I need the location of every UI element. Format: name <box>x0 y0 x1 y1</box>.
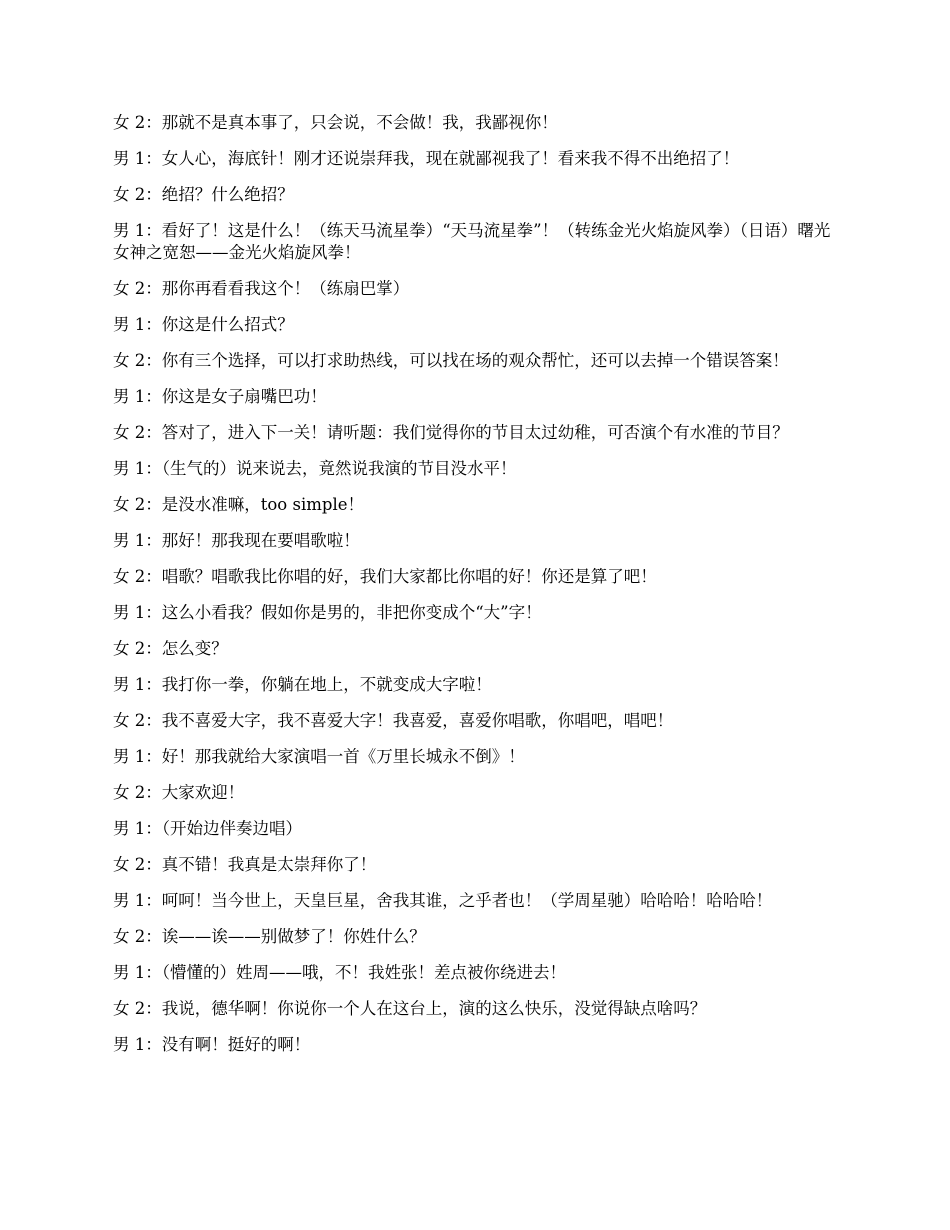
dialogue-line: 女 2：绝招？什么绝招？ <box>113 185 294 204</box>
dialogue-line: 女 2：那就不是真本事了，只会说，不会做！我，我鄙视你！ <box>113 113 558 132</box>
dialogue-line: 女 2：你有三个选择，可以打求助热线，可以找在场的观众帮忙，还可以去掉一个错误答案！ <box>113 351 789 370</box>
dialogue-line: 女 2：那你再看看我这个！（练扇巴掌） <box>113 279 410 298</box>
dialogue-line: 男 1：（开始边伴奏边唱） <box>113 819 302 838</box>
dialogue-line: 男 1：好！那我就给大家演唱一首《万里长城永不倒》！ <box>113 747 525 766</box>
dialogue-line: 女 2：真不错！我真是太崇拜你了！ <box>113 855 377 874</box>
dialogue-line: 男 1：（懵懂的）姓周——哦，不！我姓张！差点被你绕进去！ <box>113 963 566 982</box>
dialogue-line: 女 2：怎么变？ <box>113 639 228 658</box>
dialogue-line: 女 2：我说，德华啊！你说你一个人在这台上，演的这么快乐，没觉得缺点啥吗？ <box>113 999 707 1018</box>
dialogue-line: 男 1：没有啊！挺好的啊！ <box>113 1035 311 1054</box>
dialogue-line: 女 2：答对了，进入下一关！请听题：我们觉得你的节目太过幼稚，可否演个有水准的节目？ <box>113 423 789 442</box>
dialogue-line: 男 1：我打你一拳，你躺在地上，不就变成大字啦！ <box>113 675 492 694</box>
dialogue-line: 男 1：那好！那我现在要唱歌啦！ <box>113 531 360 550</box>
dialogue-line: 男 1：看好了！这是什么！（练天马流星拳）“天马流星拳”！（转练金光火焰旋风拳）（日语）曙光女神之宽恕——金光火焰旋风拳！ <box>113 221 831 262</box>
dialogue-line: 女 2：是没水准嘛，too simple！ <box>113 495 364 514</box>
dialogue-line: 女 2：唱歌？唱歌我比你唱的好，我们大家都比你唱的好！你还是算了吧！ <box>113 567 657 586</box>
dialogue-line: 男 1：你这是女子扇嘴巴功！ <box>113 387 327 406</box>
dialogue-line: 男 1：呵呵！当今世上，天皇巨星，舍我其谁，之乎者也！（学周星驰）哈哈哈！哈哈哈！ <box>113 891 773 910</box>
dialogue-line: 女 2：我不喜爱大字，我不喜爱大字！我喜爱，喜爱你唱歌，你唱吧，唱吧！ <box>113 711 674 730</box>
dialogue-line: 男 1：你这是什么招式？ <box>113 315 294 334</box>
dialogue-line: 男 1：这么小看我？假如你是男的，非把你变成个“大”字！ <box>113 603 542 622</box>
dialogue-line: 男 1：女人心，海底针！刚才还说崇拜我，现在就鄙视我了！看来我不得不出绝招了！ <box>113 149 740 168</box>
dialogue-line: 男 1：（生气的）说来说去，竟然说我演的节目没水平！ <box>113 459 517 478</box>
dialogue-line: 女 2：诶——诶——别做梦了！你姓什么？ <box>113 927 426 946</box>
dialogue-line: 女 2：大家欢迎！ <box>113 783 245 802</box>
dialogue-body <box>113 112 838 1070</box>
